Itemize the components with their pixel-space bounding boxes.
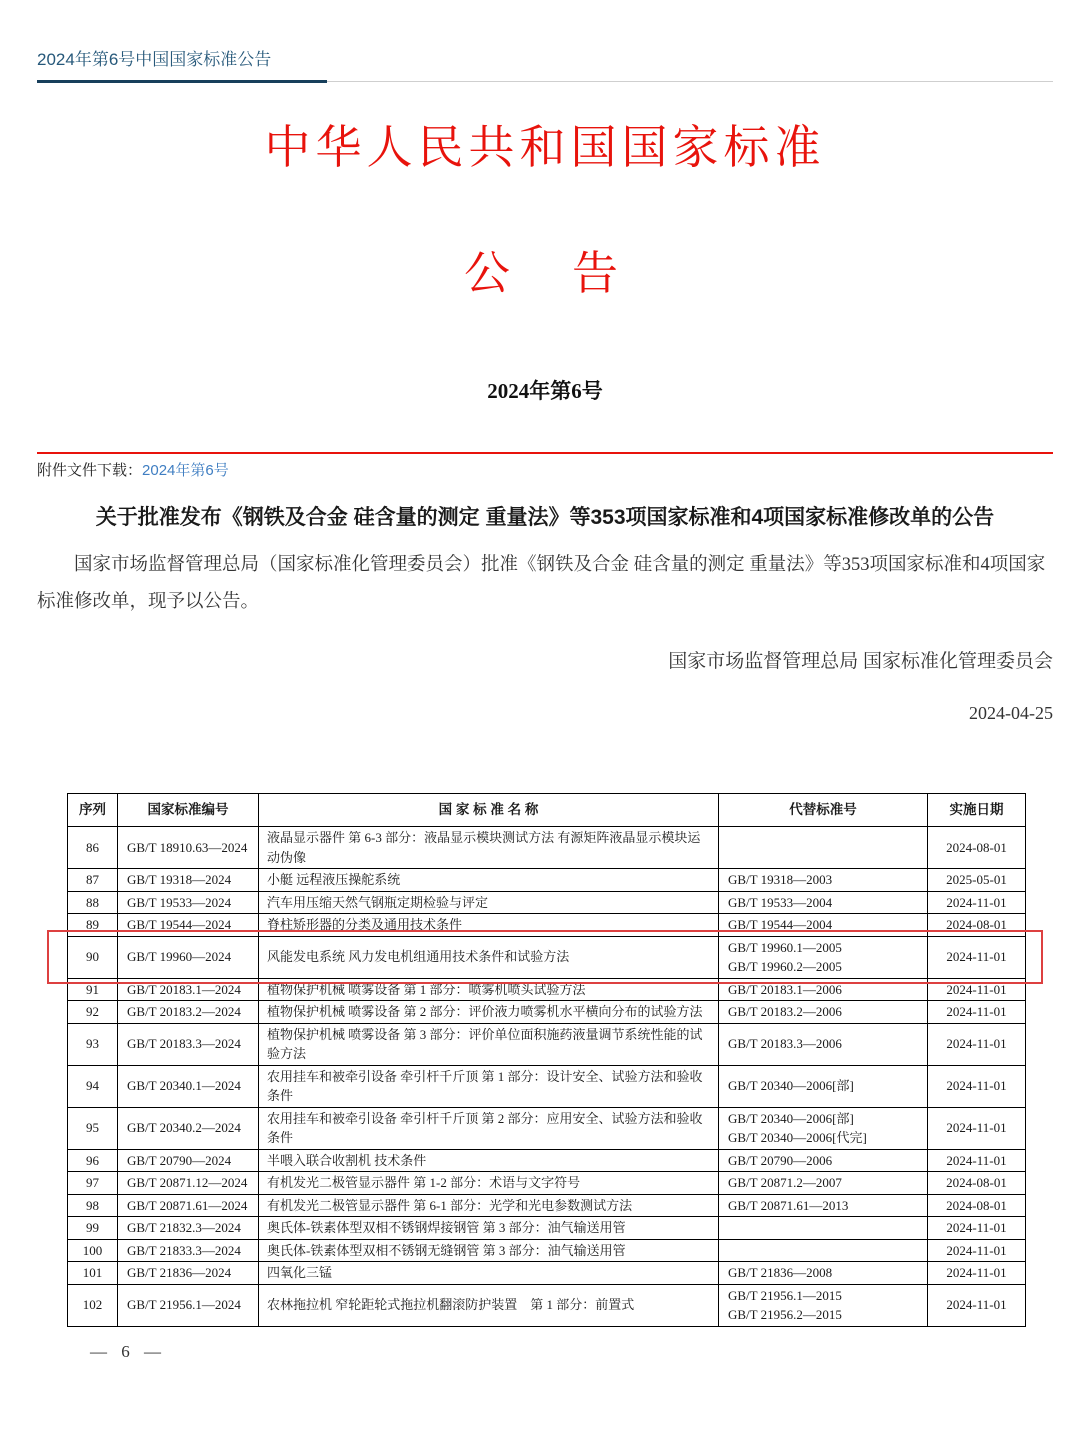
replaces-cell (719, 936, 928, 978)
date-cell: 2024-11-01 (928, 1239, 1026, 1262)
seq-cell: 88 (68, 891, 118, 914)
date-cell: 2024-11-01 (928, 1065, 1026, 1107)
name-cell: 汽车用压缩天然气钢瓶定期检验与评定 (259, 891, 719, 914)
table-row (68, 1023, 1026, 1065)
name-cell: 脊柱矫形器的分类及通用技术条件 (259, 914, 719, 937)
replaces-cell (719, 869, 928, 892)
replaced-standard: GB/T 20340—2006[部] (728, 1110, 854, 1126)
replaced-standard: GB/T 21956.1—2015 (728, 1287, 842, 1303)
table-row (68, 1217, 1026, 1240)
replaced-standard: GB/T 21956.2—2015 (728, 1307, 842, 1322)
table-row (68, 1001, 1026, 1024)
replaces-cell (719, 1065, 928, 1107)
date-cell: 2024-08-01 (928, 1172, 1026, 1195)
replaced-standard: GB/T 20183.2—2006 (728, 1004, 842, 1019)
date-cell: 2024-11-01 (928, 1284, 1026, 1326)
replaces-cell (719, 1262, 928, 1285)
code-cell: GB/T 20790—2024 (118, 1149, 259, 1172)
header-date: 实施日期 (928, 794, 1026, 827)
code-cell: GB/T 19318—2024 (118, 869, 259, 892)
seq-cell: 94 (68, 1065, 118, 1107)
doc-heading: 关于批准发布《钢铁及合金 硅含量的测定 重量法》等353项国家标准和4项国家标准修改单的公告 (95, 506, 995, 529)
code-cell: GB/T 20871.12—2024 (118, 1172, 259, 1195)
code-cell: GB/T 18910.63—2024 (118, 827, 259, 869)
table-row (68, 869, 1026, 892)
seq-cell: 99 (68, 1217, 118, 1240)
seq-cell: 92 (68, 1001, 118, 1024)
seq-cell: 95 (68, 1107, 118, 1149)
name-cell: 风能发电系统 风力发电机组通用技术条件和试验方法 (259, 936, 719, 978)
doc-date: 2024-04-25 (969, 703, 1053, 723)
replaces-cell (719, 1172, 928, 1195)
standards-table (67, 793, 1026, 1327)
header-name: 国 家 标 准 名 称 (259, 794, 719, 827)
date-cell: 2024-08-01 (928, 914, 1026, 937)
date-cell: 2024-11-01 (928, 891, 1026, 914)
replaces-cell (719, 891, 928, 914)
name-cell: 奥氏体-铁素体型双相不锈钢焊接钢管 第 3 部分：油气输送用管 (259, 1217, 719, 1240)
code-cell: GB/T 21836—2024 (118, 1262, 259, 1285)
seq-cell: 93 (68, 1023, 118, 1065)
seq-cell: 89 (68, 914, 118, 937)
name-cell: 奥氏体-铁素体型双相不锈钢无缝钢管 第 3 部分：油气输送用管 (259, 1239, 719, 1262)
attachment-row (37, 459, 1053, 480)
date-cell: 2024-11-01 (928, 1149, 1026, 1172)
replaced-standard: GB/T 20183.1—2006 (728, 981, 842, 997)
table-row (68, 936, 1026, 978)
code-cell: GB/T 20183.2—2024 (118, 1001, 259, 1024)
date-cell: 2024-08-01 (928, 827, 1026, 869)
issue-number: 2024年第6号 (487, 379, 603, 403)
code-cell: GB/T 19533—2024 (118, 891, 259, 914)
announcement-title: 公 告 (464, 248, 626, 299)
name-cell: 农用挂车和被牵引设备 牵引杆千斤顶 第 2 部分：应用安全、试验方法和验收条件 (259, 1107, 719, 1149)
header-divider-dark-segment (37, 80, 327, 83)
seq-cell: 100 (68, 1239, 118, 1262)
name-cell: 农林拖拉机 窄轮距轮式拖拉机翻滚防护装置 第 1 部分：前置式 (259, 1284, 719, 1326)
replaces-cell (719, 1107, 928, 1149)
code-cell: GB/T 21832.3—2024 (118, 1217, 259, 1240)
date-cell: 2024-08-01 (928, 1194, 1026, 1217)
replaced-standard: GB/T 19318—2003 (728, 872, 833, 887)
red-divider (37, 452, 1053, 454)
replaced-standard: GB/T 20340—2006[部] (728, 1078, 854, 1094)
table-row (68, 1107, 1026, 1149)
date-cell: 2024-11-01 (928, 978, 1026, 1001)
table-section (67, 793, 1025, 1327)
date-cell: 2024-11-01 (928, 1001, 1026, 1024)
seq-cell: 90 (68, 936, 118, 978)
date-cell: 2024-11-01 (928, 1217, 1026, 1240)
table-row (68, 891, 1026, 914)
replaced-standard: GB/T 20871.2—2007 (728, 1175, 842, 1190)
code-cell: GB/T 20183.3—2024 (118, 1023, 259, 1065)
code-cell: GB/T 21833.3—2024 (118, 1239, 259, 1262)
name-cell: 有机发光二极管显示器件 第 1-2 部分：术语与文字符号 (259, 1172, 719, 1195)
name-cell: 植物保护机械 喷雾设备 第 2 部分：评价液力喷雾机水平横向分布的试验方法 (259, 1001, 719, 1024)
replaced-standard: GB/T 19960.1—2005 (728, 939, 842, 955)
header-seq: 序列 (68, 794, 118, 827)
name-cell: 液晶显示器件 第 6-3 部分：液晶显示模块测试方法 有源矩阵液晶显示模块运动伪像 (259, 827, 719, 869)
replaces-cell (719, 1023, 928, 1065)
date-cell: 2025-05-01 (928, 869, 1026, 892)
table-row (68, 1262, 1026, 1285)
replaces-cell (719, 978, 928, 1001)
replaced-standard: GB/T 19960.2—2005 (728, 959, 842, 974)
doc-paragraph: 国家市场监督管理总局（国家标准化管理委员会）批准《钢铁及合金 硅含量的测定 重量法》等353项国家标准和4项国家标准修改单，现予以公告。 (37, 555, 1046, 612)
code-cell: GB/T 20871.61—2024 (118, 1194, 259, 1217)
code-cell: GB/T 19960—2024 (118, 936, 259, 978)
replaced-standard: GB/T 20790—2006 (728, 1152, 833, 1168)
table-row (68, 1172, 1026, 1195)
replaces-cell (719, 1217, 928, 1240)
replaces-cell (719, 827, 928, 869)
code-cell: GB/T 20340.2—2024 (118, 1107, 259, 1149)
table-row (68, 914, 1026, 937)
date-cell: 2024-11-01 (928, 1023, 1026, 1065)
seq-cell: 98 (68, 1194, 118, 1217)
replaces-cell (719, 1194, 928, 1217)
replaces-cell (719, 1001, 928, 1024)
table-row (68, 978, 1026, 1001)
table-row (68, 1194, 1026, 1217)
signature: 国家市场监督管理总局 国家标准化管理委员会 (668, 651, 1053, 672)
date-cell: 2024-11-01 (928, 936, 1026, 978)
code-cell: GB/T 20340.1—2024 (118, 1065, 259, 1107)
seq-cell: 96 (68, 1149, 118, 1172)
seq-cell: 87 (68, 869, 118, 892)
name-cell: 半喂入联合收割机 技术条件 (259, 1149, 719, 1172)
date-cell: 2024-11-01 (928, 1107, 1026, 1149)
replaces-cell (719, 1284, 928, 1326)
header-replaces: 代替标准号 (719, 794, 928, 827)
name-cell: 小艇 远程液压操舵系统 (259, 869, 719, 892)
seq-cell: 86 (68, 827, 118, 869)
code-cell: GB/T 20183.1—2024 (118, 978, 259, 1001)
seq-cell: 91 (68, 978, 118, 1001)
page-title: 中华人民共和国国家标准 (264, 122, 826, 173)
table-header-row (68, 794, 1026, 827)
name-cell: 有机发光二极管显示器件 第 6-1 部分：光学和光电参数测试方法 (259, 1194, 719, 1217)
replaces-cell (719, 1239, 928, 1262)
name-cell: 植物保护机械 喷雾设备 第 3 部分：评价单位面积施药液量调节系统性能的试验方法 (259, 1023, 719, 1065)
table-row (68, 1284, 1026, 1326)
name-cell: 植物保护机械 喷雾设备 第 1 部分：喷雾机喷头试验方法 (259, 978, 719, 1001)
name-cell: 四氧化三锰 (259, 1262, 719, 1285)
top-label: 2024年第6号中国国家标准公告 (37, 50, 272, 69)
table-row (68, 1239, 1026, 1262)
replaced-standard: GB/T 20340—2006[代完] (728, 1130, 867, 1145)
name-cell: 农用挂车和被牵引设备 牵引杆千斤顶 第 1 部分：设计安全、试验方法和验收条件 (259, 1065, 719, 1107)
table-row (68, 1149, 1026, 1172)
date-cell: 2024-11-01 (928, 1262, 1026, 1285)
seq-cell: 101 (68, 1262, 118, 1285)
replaced-standard: GB/T 19544—2004 (728, 917, 833, 932)
replaced-standard: GB/T 20183.3—2006 (728, 1036, 842, 1052)
seq-cell: 97 (68, 1172, 118, 1195)
replaced-standard: GB/T 21836—2008 (728, 1265, 833, 1280)
header-code: 国家标准编号 (118, 794, 259, 827)
page-number: — 6 — (90, 1342, 166, 1361)
attachment-link[interactable]: 2024年第6号 (142, 462, 229, 479)
seq-cell: 102 (68, 1284, 118, 1326)
header-divider (37, 80, 1053, 83)
replaces-cell (719, 914, 928, 937)
replaced-standard: GB/T 19533—2004 (728, 894, 833, 910)
attachment-label: 附件文件下载： (37, 462, 143, 479)
code-cell: GB/T 19544—2024 (118, 914, 259, 937)
standards-table-body (68, 827, 1026, 1327)
replaces-cell (719, 1149, 928, 1172)
replaced-standard: GB/T 20871.61—2013 (728, 1197, 849, 1213)
header-divider-light-segment (327, 81, 1053, 82)
table-row (68, 1065, 1026, 1107)
code-cell: GB/T 21956.1—2024 (118, 1284, 259, 1326)
table-row (68, 827, 1026, 869)
